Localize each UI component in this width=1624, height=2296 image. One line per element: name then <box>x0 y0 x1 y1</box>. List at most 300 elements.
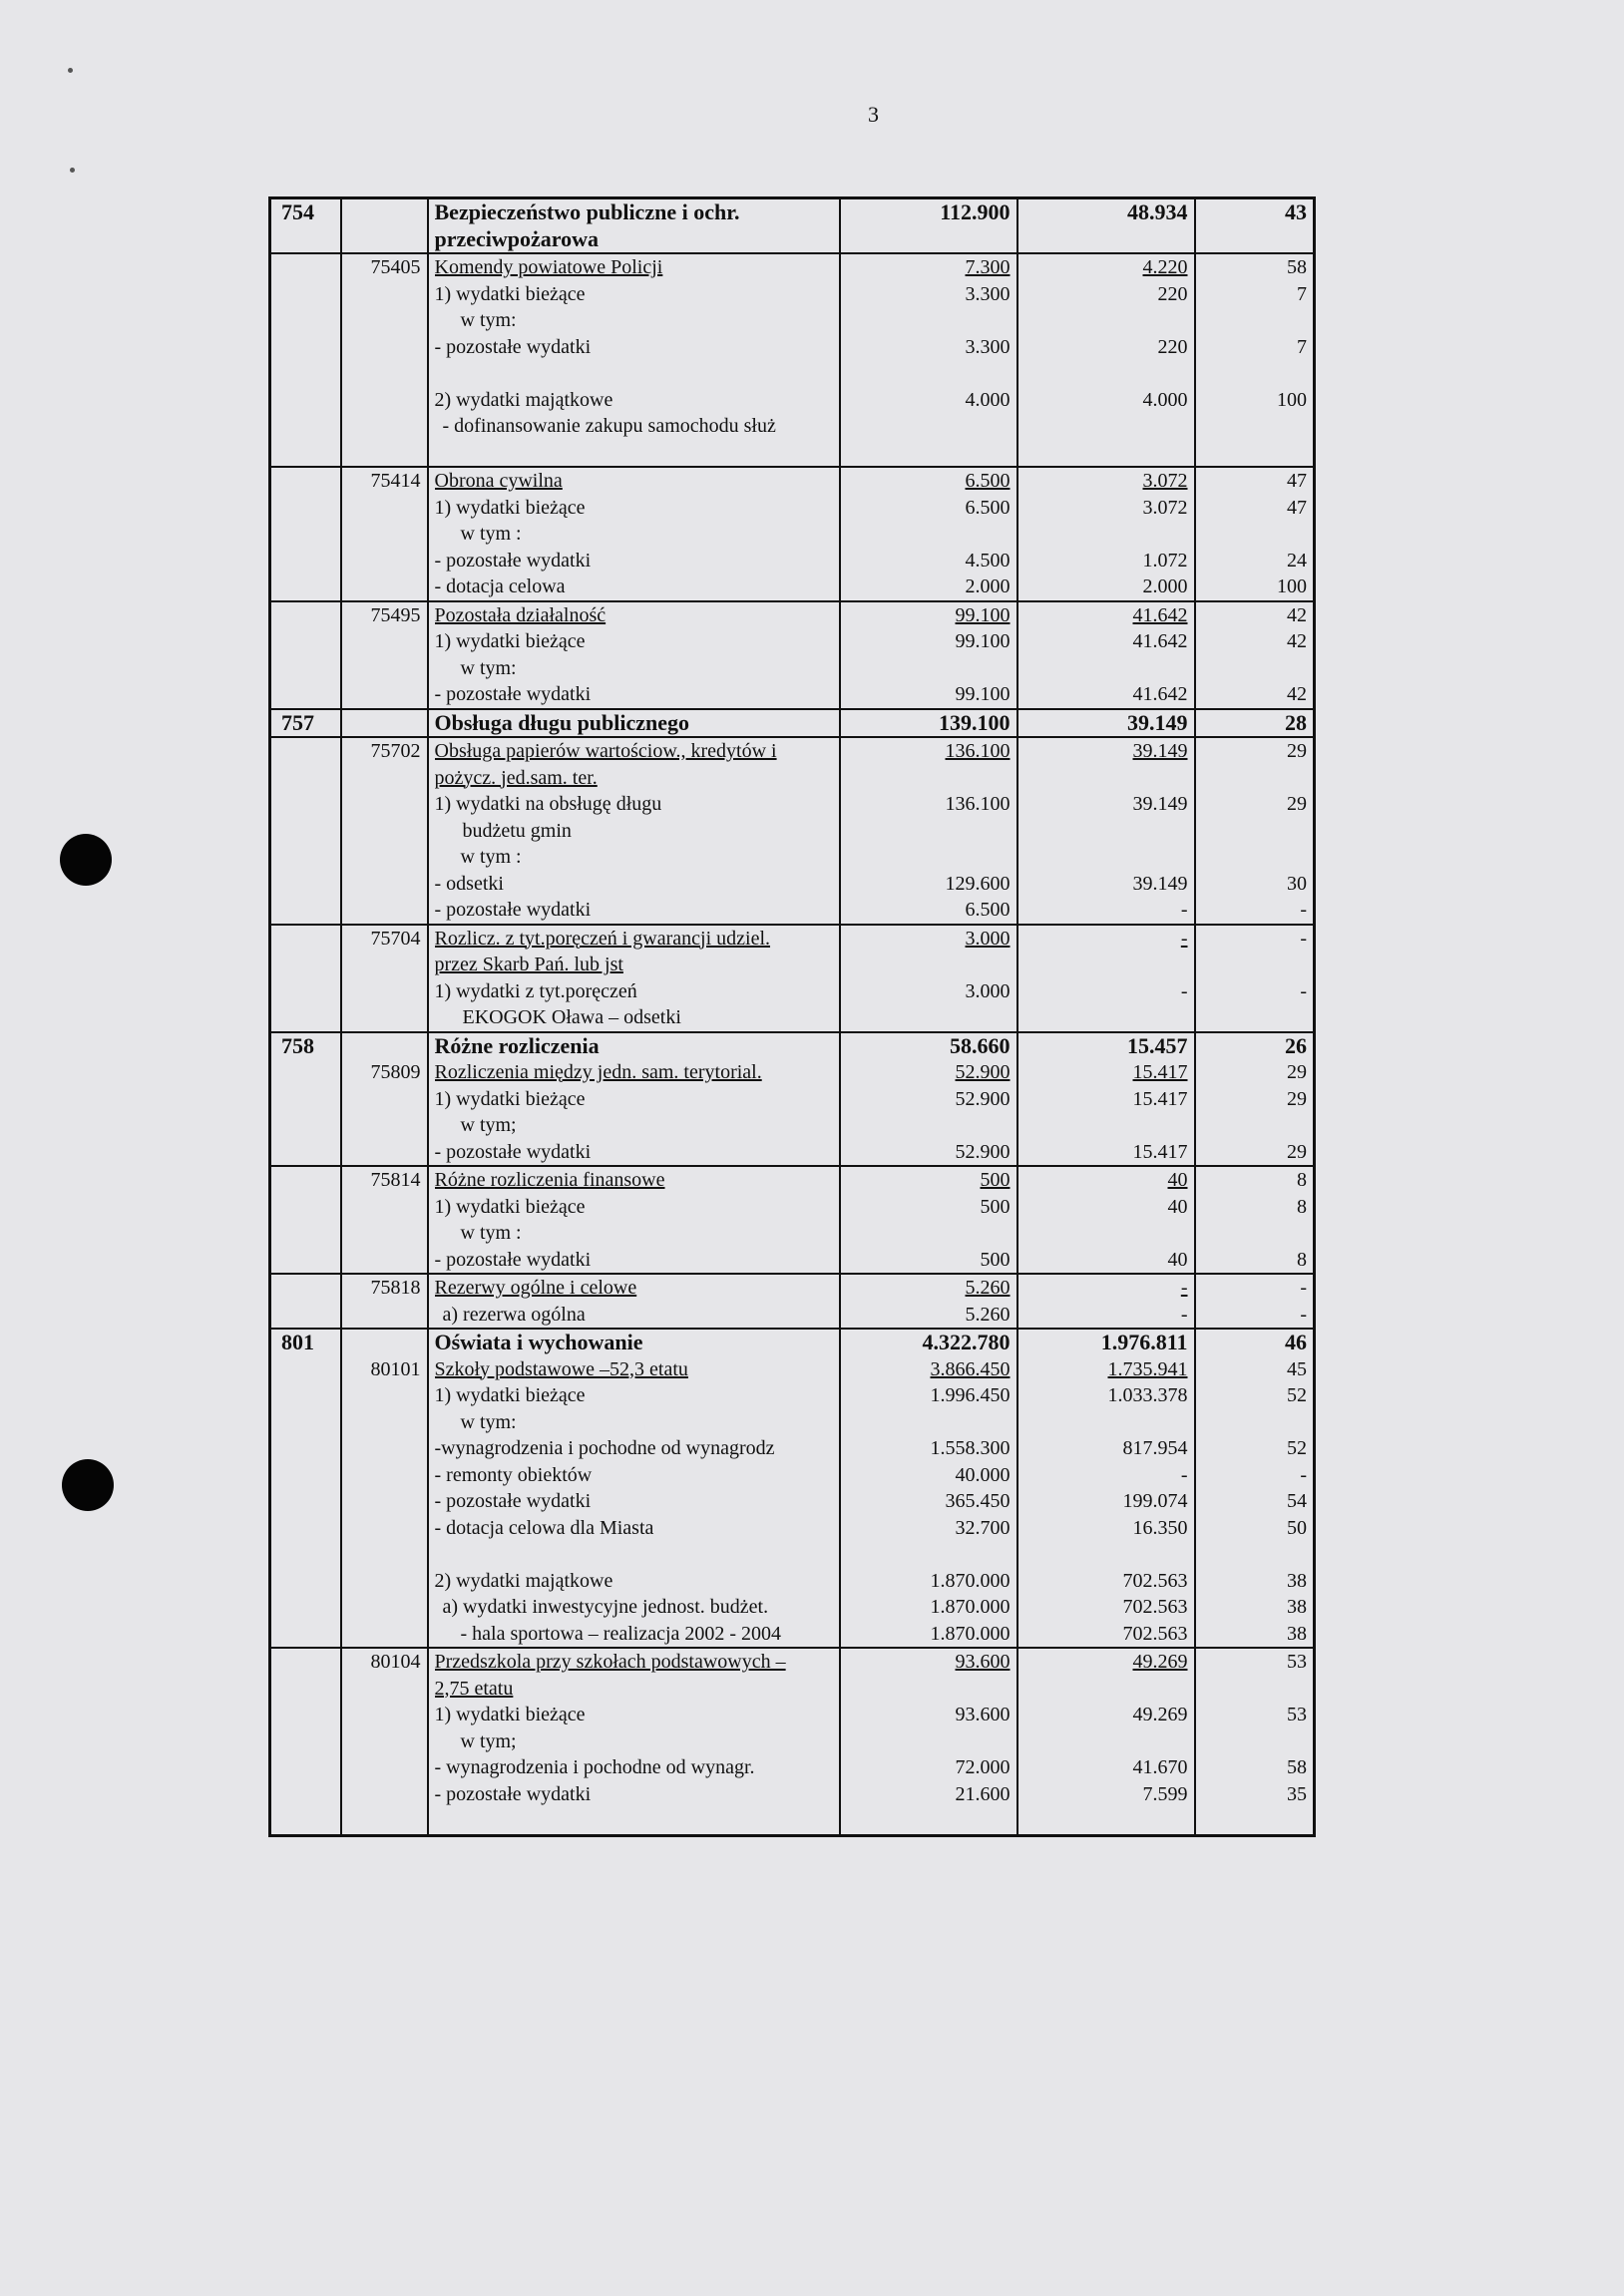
item-label-text: Rozlicz. z tyt.poręczeń i gwarancji udziel. <box>434 927 771 950</box>
item-label-text: - dotacja celowa <box>434 575 566 597</box>
execution-value: 41.670 <box>1132 1756 1188 1778</box>
plan-value: 3.300 <box>965 335 1011 358</box>
execution-value <box>1024 844 1188 871</box>
item-label-text: - pozostałe wydatki <box>434 1140 592 1163</box>
spacer <box>1024 1807 1188 1834</box>
item-label <box>435 655 833 682</box>
execution-value: 702.563 <box>1122 1622 1188 1645</box>
percent-value: - <box>1300 1463 1307 1486</box>
item-label <box>435 1568 833 1595</box>
item-description <box>428 253 840 467</box>
item-label <box>435 413 833 440</box>
dzial-name <box>428 709 840 738</box>
item-label-text: - remonty obiektów <box>434 1463 593 1486</box>
percent-value: 26 <box>1195 1032 1315 1060</box>
spacer <box>435 440 833 467</box>
item-label-text: 1) wydatki na obsługę długu <box>434 793 662 815</box>
plan-value <box>847 1676 1011 1703</box>
execution-column <box>1017 1166 1195 1274</box>
percent-value <box>1202 413 1308 440</box>
rozdzial-number: 75495 <box>341 601 428 709</box>
item-label-text: a) wydatki inwestycyjne jednost. budżet. <box>442 1596 769 1618</box>
plan-value: 4.500 <box>965 549 1011 572</box>
execution-value: 16.350 <box>1132 1516 1188 1539</box>
execution-value: 39.149 <box>1017 709 1195 738</box>
plan-value: 139.100 <box>840 709 1017 738</box>
item-label-text: - odsetki <box>434 872 504 895</box>
item-label-text: - pozostałe wydatki <box>434 1782 592 1805</box>
plan-value: 93.600 <box>955 1704 1011 1725</box>
percent-value <box>1202 307 1308 334</box>
item-label <box>435 1382 833 1409</box>
dzial-number <box>270 253 341 467</box>
item-label <box>435 1621 833 1648</box>
execution-value: 41.642 <box>1132 603 1188 626</box>
item-label-text: Obsługa papierów wartościow., kredytów i <box>434 740 777 762</box>
item-label-text: w tym : <box>460 523 522 545</box>
plan-value <box>847 307 1011 334</box>
plan-value: 365.450 <box>945 1490 1011 1512</box>
execution-value: 199.074 <box>1122 1490 1188 1512</box>
item-label-text: Rozliczenia między jedn. sam. terytorial. <box>434 1061 762 1083</box>
plan-value: 500 <box>980 1248 1011 1271</box>
plan-value: 3.000 <box>965 979 1011 1002</box>
spacer <box>1202 1807 1308 1834</box>
item-label-text: budżetu gmin <box>462 819 572 842</box>
rozdzial-row <box>270 737 1315 925</box>
percent-value: 47 <box>1287 470 1307 492</box>
item-label <box>435 307 833 334</box>
execution-value: 4.220 <box>1142 256 1188 278</box>
item-label <box>435 602 833 629</box>
execution-value: 1.976.811 <box>1017 1329 1195 1356</box>
item-label <box>435 926 833 953</box>
percent-value: - <box>1300 899 1307 921</box>
percent-value <box>1202 1112 1308 1139</box>
dzial-number <box>270 1274 341 1329</box>
execution-column <box>1017 467 1195 601</box>
plan-value: 112.900 <box>840 198 1017 254</box>
item-description <box>428 601 840 709</box>
execution-value: 7.599 <box>1142 1782 1188 1805</box>
item-label-text: 1) wydatki bieżące <box>434 282 586 305</box>
rozdzial-row <box>270 253 1315 467</box>
percent-value: 38 <box>1287 1596 1307 1618</box>
item-label-text: 1) wydatki z tyt.poręczeń <box>434 979 637 1002</box>
dzial-number <box>270 1059 341 1166</box>
item-label-text: przez Skarb Pań. lub jst <box>434 954 623 975</box>
percent-value: 46 <box>1195 1329 1315 1356</box>
item-label-text: Przedszkola przy szkołach podstawowych – <box>434 1651 786 1673</box>
dzial-name-line: Różne rozliczenia <box>434 1032 600 1058</box>
execution-value: 15.457 <box>1017 1032 1195 1060</box>
rozdzial-number: 75818 <box>341 1274 428 1329</box>
execution-value: 4.000 <box>1142 388 1188 411</box>
percent-value: 53 <box>1287 1651 1307 1673</box>
item-label <box>435 1462 833 1489</box>
item-label-text: - dotacja celowa dla Miasta <box>434 1516 654 1539</box>
rozdzial-row <box>270 1274 1315 1329</box>
item-label-text: 1) wydatki bieżące <box>434 496 586 519</box>
execution-column <box>1017 253 1195 467</box>
percent-value: 42 <box>1287 683 1307 705</box>
item-label-text: 2) wydatki majątkowe <box>434 1569 613 1592</box>
execution-value: 817.954 <box>1122 1437 1188 1459</box>
percent-value: 54 <box>1287 1490 1307 1512</box>
dzial-number <box>270 467 341 601</box>
spacer <box>1024 360 1188 387</box>
punch-hole <box>62 1459 114 1511</box>
plan-value: 99.100 <box>955 603 1011 626</box>
spacer <box>847 1807 1011 1834</box>
percent-value: 50 <box>1287 1516 1307 1539</box>
item-label <box>435 1059 833 1086</box>
item-label-text: a) rezerwa ogólna <box>442 1303 586 1326</box>
plan-value: 72.000 <box>955 1756 1011 1778</box>
percent-value <box>1202 1220 1308 1247</box>
plan-column <box>840 467 1017 601</box>
execution-column <box>1017 1274 1195 1329</box>
item-label <box>435 521 833 548</box>
item-label-text: Rezerwy ogólne i celowe <box>434 1277 637 1299</box>
item-label-text: 1) wydatki bieżące <box>434 630 586 652</box>
percent-column <box>1195 925 1315 1032</box>
execution-value: 15.417 <box>1132 1140 1188 1163</box>
item-label-text: - dofinansowanie zakupu samochodu służ <box>442 415 776 437</box>
item-label <box>435 1356 833 1383</box>
rozdzial-number: 75814 <box>341 1166 428 1274</box>
plan-value <box>847 765 1011 792</box>
percent-value: 58 <box>1287 256 1307 278</box>
execution-value <box>1024 521 1188 548</box>
speck <box>70 168 75 173</box>
dzial-number <box>270 601 341 709</box>
percent-value <box>1202 1409 1308 1436</box>
percent-column <box>1195 601 1315 709</box>
item-description <box>428 1648 840 1835</box>
execution-value: 40 <box>1167 1169 1188 1191</box>
dzial-row <box>270 198 1315 254</box>
plan-value: 52.900 <box>955 1061 1011 1083</box>
plan-value <box>847 521 1011 548</box>
percent-value <box>1202 655 1308 682</box>
spacer <box>1024 440 1188 467</box>
plan-value: 52.900 <box>955 1087 1011 1110</box>
plan-value: 4.000 <box>965 388 1011 411</box>
spacer <box>435 1807 833 1834</box>
percent-value <box>1202 952 1308 978</box>
item-label-text: w tym: <box>460 656 517 679</box>
plan-value: 6.500 <box>965 470 1011 492</box>
item-description <box>428 737 840 925</box>
execution-value: - <box>1180 979 1188 1002</box>
execution-value: 39.149 <box>1132 793 1188 815</box>
plan-value: 1.996.450 <box>930 1384 1011 1406</box>
rozdzial-row <box>270 925 1315 1032</box>
item-label <box>435 765 833 792</box>
percent-value <box>1202 1728 1308 1755</box>
execution-value: 15.417 <box>1132 1087 1188 1110</box>
percent-value: 8 <box>1297 1248 1307 1271</box>
item-label-text: w tym; <box>460 1729 517 1752</box>
plan-value: 32.700 <box>955 1516 1011 1539</box>
rozdzial-number <box>341 198 428 254</box>
plan-column <box>840 1648 1017 1835</box>
plan-value: 93.600 <box>955 1651 1011 1673</box>
item-label-text: w tym : <box>460 1222 522 1244</box>
item-label-text: 1) wydatki bieżące <box>434 1195 586 1218</box>
dzial-name <box>428 1032 840 1060</box>
execution-column <box>1017 1648 1195 1835</box>
plan-value: 6.500 <box>965 496 1011 519</box>
item-label <box>435 738 833 765</box>
execution-value: 3.072 <box>1142 470 1188 492</box>
item-label-text: -wynagrodzenia i pochodne od wynagrodz <box>434 1437 775 1459</box>
plan-column <box>840 925 1017 1032</box>
plan-column <box>840 1166 1017 1274</box>
item-label <box>435 468 833 495</box>
plan-value: 21.600 <box>955 1782 1011 1805</box>
dzial-name-line: Oświata i wychowanie <box>434 1330 643 1354</box>
percent-value: 47 <box>1287 496 1307 519</box>
item-label <box>435 1515 833 1542</box>
item-description <box>428 1059 840 1166</box>
percent-value <box>1202 844 1308 871</box>
dzial-name <box>428 1329 840 1356</box>
execution-value: 41.642 <box>1132 630 1188 652</box>
dzial-number <box>270 925 341 1032</box>
percent-value: 29 <box>1287 1140 1307 1163</box>
item-label <box>435 1435 833 1462</box>
item-label-text: 2,75 etatu <box>434 1677 514 1700</box>
item-label <box>435 818 833 845</box>
plan-value: 6.500 <box>965 899 1011 921</box>
item-label <box>435 1728 833 1755</box>
plan-value: 99.100 <box>955 683 1011 705</box>
percent-value <box>1202 818 1308 845</box>
percent-value <box>1202 521 1308 548</box>
execution-value <box>1024 655 1188 682</box>
dzial-name-line: przeciwpożarowa <box>434 225 600 251</box>
spacer <box>1024 1541 1188 1568</box>
percent-column <box>1195 1274 1315 1329</box>
item-label <box>435 574 833 600</box>
plan-value: 58.660 <box>840 1032 1017 1060</box>
percent-value <box>1202 1676 1308 1703</box>
percent-column <box>1195 1356 1315 1649</box>
item-label <box>435 978 833 1005</box>
percent-value: 38 <box>1287 1569 1307 1592</box>
item-label-text: Komendy powiatowe Policji <box>434 256 663 278</box>
spacer <box>847 1541 1011 1568</box>
percent-value: 100 <box>1277 388 1307 411</box>
rozdzial-number: 75704 <box>341 925 428 1032</box>
item-label <box>435 952 833 978</box>
item-label <box>435 681 833 708</box>
plan-value: 99.100 <box>955 630 1011 652</box>
item-label-text: - pozostałe wydatki <box>434 899 592 921</box>
dzial-number: 801 <box>270 1329 341 1356</box>
spacer <box>1202 360 1308 387</box>
execution-value: 49.269 <box>1132 1704 1188 1725</box>
item-label <box>435 1702 833 1728</box>
spacer <box>847 440 1011 467</box>
percent-value: 45 <box>1287 1357 1307 1380</box>
percent-value: 35 <box>1287 1782 1307 1805</box>
item-label-text: Szkoły podstawowe –52,3 etatu <box>434 1357 688 1380</box>
plan-column <box>840 601 1017 709</box>
item-description <box>428 1166 840 1274</box>
item-label <box>435 548 833 574</box>
plan-value <box>847 655 1011 682</box>
item-label-text: 1) wydatki bieżące <box>434 1087 586 1110</box>
rozdzial-row <box>270 467 1315 601</box>
rozdzial-row <box>270 1356 1315 1649</box>
execution-value: 1.735.941 <box>1107 1357 1188 1380</box>
percent-column <box>1195 1059 1315 1166</box>
plan-column <box>840 253 1017 467</box>
execution-value: - <box>1180 927 1188 950</box>
execution-value: 48.934 <box>1017 198 1195 254</box>
percent-value: 29 <box>1287 1087 1307 1110</box>
percent-value: 42 <box>1287 630 1307 652</box>
percent-value: - <box>1300 927 1307 950</box>
execution-value <box>1024 1220 1188 1247</box>
percent-column <box>1195 1648 1315 1835</box>
execution-value: 702.563 <box>1122 1569 1188 1592</box>
percent-value: 52 <box>1287 1437 1307 1459</box>
percent-column <box>1195 1166 1315 1274</box>
item-label <box>435 1086 833 1113</box>
item-label <box>435 1594 833 1621</box>
item-label-text: w tym: <box>460 1410 517 1433</box>
percent-value: 7 <box>1297 282 1307 305</box>
rozdzial-row <box>270 1648 1315 1835</box>
item-label <box>435 1409 833 1436</box>
item-label-text: - pozostałe wydatki <box>434 1248 592 1271</box>
execution-value: 220 <box>1157 282 1188 305</box>
percent-column <box>1195 737 1315 925</box>
speck <box>68 68 73 73</box>
plan-value: 2.000 <box>965 575 1011 597</box>
percent-value: 43 <box>1195 198 1315 254</box>
execution-value: 39.149 <box>1132 740 1188 762</box>
spacer <box>1202 440 1308 467</box>
execution-value: 2.000 <box>1142 575 1188 597</box>
percent-value: - <box>1300 1303 1307 1326</box>
percent-value: 58 <box>1287 1756 1307 1778</box>
execution-value: 1.033.378 <box>1107 1384 1188 1406</box>
plan-value: 1.558.300 <box>930 1437 1011 1459</box>
item-description <box>428 925 840 1032</box>
rozdzial-number: 80101 <box>341 1356 428 1649</box>
plan-value <box>847 1112 1011 1139</box>
percent-value: 8 <box>1297 1195 1307 1218</box>
percent-value: 8 <box>1297 1169 1307 1191</box>
dzial-name-line: Bezpieczeństwo publiczne i ochr. <box>434 199 740 224</box>
plan-value <box>847 1728 1011 1755</box>
plan-value <box>847 844 1011 871</box>
dzial-name-line: Obsługa długu publicznego <box>434 709 690 735</box>
dzial-number: 757 <box>270 709 341 738</box>
percent-value: 29 <box>1287 740 1307 762</box>
execution-value <box>1024 413 1188 440</box>
item-label-text: EKOGOK Oława – odsetki <box>462 1006 681 1028</box>
punch-hole <box>60 834 112 886</box>
execution-column <box>1017 601 1195 709</box>
item-label <box>435 254 833 281</box>
plan-value: 3.000 <box>965 927 1011 950</box>
execution-value: 40 <box>1167 1248 1188 1271</box>
dzial-row <box>270 1329 1315 1356</box>
item-description <box>428 467 840 601</box>
item-label-text: - wynagrodzenia i pochodne od wynagr. <box>434 1756 755 1778</box>
rozdzial-row <box>270 601 1315 709</box>
percent-value: - <box>1300 1277 1307 1299</box>
spacer <box>435 360 833 387</box>
item-label <box>435 1220 833 1247</box>
rozdzial-number <box>341 1329 428 1356</box>
item-label-text: - hala sportowa – realizacja 2002 - 2004 <box>460 1622 782 1645</box>
plan-column <box>840 1356 1017 1649</box>
item-label <box>435 387 833 414</box>
item-label-text: 2) wydatki majątkowe <box>434 388 613 411</box>
item-label <box>435 1302 833 1329</box>
plan-value: 5.260 <box>965 1303 1011 1326</box>
item-label-text: - pozostałe wydatki <box>434 683 592 705</box>
item-description <box>428 1356 840 1649</box>
execution-value: 220 <box>1157 335 1188 358</box>
rozdzial-number: 80104 <box>341 1648 428 1835</box>
percent-value <box>1202 765 1308 792</box>
item-label-text: 1) wydatki bieżące <box>434 1704 586 1725</box>
dzial-number <box>270 1166 341 1274</box>
plan-column <box>840 1274 1017 1329</box>
item-label <box>435 844 833 871</box>
item-label <box>435 1781 833 1808</box>
dzial-row <box>270 1032 1315 1060</box>
plan-value <box>847 1004 1011 1031</box>
rozdzial-number: 75702 <box>341 737 428 925</box>
execution-value: 15.417 <box>1132 1061 1188 1083</box>
percent-value: 24 <box>1287 549 1307 572</box>
plan-column <box>840 1059 1017 1166</box>
item-label <box>435 1247 833 1274</box>
item-label <box>435 1488 833 1515</box>
plan-value: 3.866.450 <box>930 1357 1011 1380</box>
execution-value <box>1024 765 1188 792</box>
item-description <box>428 1274 840 1329</box>
percent-value: 53 <box>1287 1704 1307 1725</box>
percent-column <box>1195 467 1315 601</box>
item-label <box>435 1275 833 1302</box>
plan-value: 5.260 <box>965 1277 1011 1299</box>
rozdzial-number: 75405 <box>341 253 428 467</box>
execution-value: 49.269 <box>1132 1651 1188 1673</box>
execution-value <box>1024 952 1188 978</box>
percent-value: 28 <box>1195 709 1315 738</box>
plan-value: 500 <box>980 1169 1011 1191</box>
item-label-text: - pozostałe wydatki <box>434 335 592 358</box>
execution-value: - <box>1180 1277 1188 1299</box>
execution-value <box>1024 1728 1188 1755</box>
spacer <box>847 360 1011 387</box>
page-number: 3 <box>868 102 879 127</box>
execution-value <box>1024 1409 1188 1436</box>
plan-value <box>847 413 1011 440</box>
plan-value: 4.322.780 <box>840 1329 1017 1356</box>
execution-value: - <box>1180 899 1188 921</box>
